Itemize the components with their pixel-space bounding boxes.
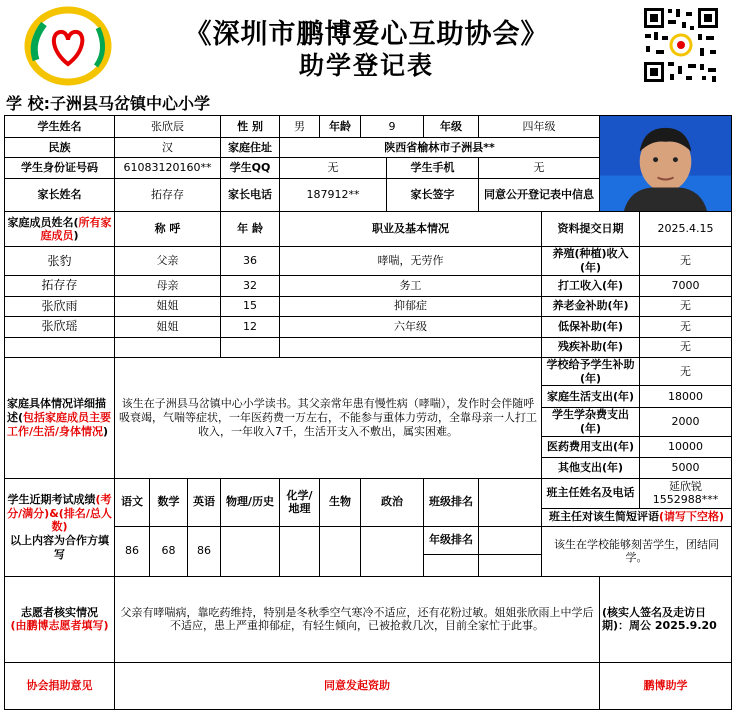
- form-subtitle: 助学登记表: [298, 51, 434, 80]
- volunteer-text: 父亲有哮喘病，靠吃药维持，特别是冬秋季空气寒冷不适应，还有花粉过敏。姐姐张欣雨上中学后不适应，患上严重抑郁症，有轻生倾向，已被抢救几次，目前全家忙于此事。: [115, 576, 600, 662]
- school-name: 学 校:子洲县马岔镇中心小学: [6, 94, 210, 113]
- id-number: 61083120160**: [115, 158, 221, 179]
- submit-date-label: 资料提交日期: [542, 212, 640, 247]
- member-relation-empty: [115, 337, 221, 357]
- score-value: 86: [188, 526, 221, 576]
- parent-phone-label: 家长电话: [221, 179, 280, 212]
- student-qq: 无: [280, 158, 387, 179]
- expense-value: 18000: [640, 386, 732, 408]
- member-relation: 姐姐: [115, 316, 221, 337]
- situation-text: 该生在子洲县马岔镇中心小学读书。其父亲常年患有慢性病（哮喘），发作时会伴随呼吸衰竭，气喘等症状，一年医药费一万左右，不能参与重体力劳动，全靠母亲一人打工收入，一年收入7千，生活开支入不敷出，属实困难。: [115, 357, 542, 478]
- job-header: 职业及基本情况: [280, 212, 542, 247]
- donation-opinion-label: 协会捐助意见: [5, 662, 115, 709]
- income-label: 残疾补助(年): [542, 337, 640, 357]
- income-label: 养老金补助(年): [542, 296, 640, 316]
- score-value: [280, 526, 320, 576]
- parent-sign-label: 家长签字: [387, 179, 479, 212]
- form-header: [0, 0, 733, 92]
- submit-date: 2025.4.15: [640, 212, 732, 247]
- member-job: 哮喘，无劳作: [280, 247, 542, 276]
- income-value: 7000: [640, 275, 732, 296]
- ethnicity-label: 民族: [5, 138, 115, 158]
- relation-header: 称 呼: [115, 212, 221, 247]
- member-age: 36: [221, 247, 280, 276]
- subject-header: 生物: [320, 478, 361, 526]
- teacher-value: 延欣锐 1552988***: [640, 478, 732, 508]
- expense-label: 学生学杂费支出(年): [542, 408, 640, 437]
- aid-registration-table: [4, 115, 732, 710]
- donation-decision: 同意发起资助: [115, 662, 600, 709]
- subject-header: 数学: [150, 478, 188, 526]
- form-title: 《深圳市鹏博爱心互助协会》: [184, 19, 549, 50]
- member-job-empty: [280, 337, 542, 357]
- expense-label: 学校给予学生补助(年): [542, 357, 640, 386]
- grade-rank-value: [479, 526, 542, 554]
- income-value: 无: [640, 316, 732, 337]
- member-job: 六年级: [280, 316, 542, 337]
- class-rank-value: [479, 478, 542, 526]
- member-age: 12: [221, 316, 280, 337]
- grade-rank-value-extra: [479, 554, 542, 576]
- consent-text: 同意公开登记表中信息: [479, 179, 600, 212]
- income-label: 低保补助(年): [542, 316, 640, 337]
- age-header: 年 龄: [221, 212, 280, 247]
- member-relation: 母亲: [115, 275, 221, 296]
- id-number-label: 学生身份证号码: [5, 158, 115, 179]
- subject-header: 物理/历史: [221, 478, 280, 526]
- member-name: 张豹: [5, 247, 115, 276]
- score-value: 86: [115, 526, 150, 576]
- family-members-label: 家庭成员姓名(所有家庭成员): [5, 212, 115, 247]
- student-photo-image: [600, 116, 731, 211]
- age: 9: [361, 116, 424, 138]
- teacher-comment-label: 班主任对该生简短评语(请写下空格): [542, 508, 732, 526]
- expense-label: 其他支出(年): [542, 457, 640, 478]
- subject-header: 英语: [188, 478, 221, 526]
- address: 陕西省榆林市子洲县**: [280, 138, 600, 158]
- score-value: [320, 526, 361, 576]
- expense-label: 医药费用支出(年): [542, 436, 640, 457]
- gender-label: 性 别: [221, 116, 280, 138]
- student-name: 张欣辰: [115, 116, 221, 138]
- parent-name-label: 家长姓名: [5, 179, 115, 212]
- parent-phone: 187912**: [280, 179, 387, 212]
- teacher-label: 班主任姓名及电话: [542, 478, 640, 508]
- student-photo: [600, 116, 732, 212]
- member-age: 15: [221, 296, 280, 316]
- income-label: 养殖(种植)收入(年): [542, 247, 640, 276]
- student-phone: 无: [479, 158, 600, 179]
- teacher-comment: 该生在学校能够刻苦学生，团结同学。: [542, 526, 732, 576]
- income-value: 无: [640, 337, 732, 357]
- parent-name: 拓存存: [115, 179, 221, 212]
- age-label: 年龄: [320, 116, 361, 138]
- income-label: 打工收入(年): [542, 275, 640, 296]
- class-rank-label: 班级排名: [424, 478, 479, 526]
- expense-value: 无: [640, 357, 732, 386]
- member-age: 32: [221, 275, 280, 296]
- income-value: 无: [640, 247, 732, 276]
- grade-rank-label: 年级排名: [424, 526, 479, 554]
- student-qq-label: 学生QQ: [221, 158, 280, 179]
- volunteer-signature: (核实人签名及走访日期)：周公 2025.9.20: [600, 576, 732, 662]
- member-name: 张欣瑶: [5, 316, 115, 337]
- score-value: [221, 526, 280, 576]
- gender: 男: [280, 116, 320, 138]
- student-phone-label: 学生手机: [387, 158, 479, 179]
- member-age-empty: [221, 337, 280, 357]
- student-name-label: 学生姓名: [5, 116, 115, 138]
- scores-label: 学生近期考试成绩(考分/满分)&(排名/总人数) 以上内容为合作方填写: [5, 478, 115, 576]
- address-label: 家庭住址: [221, 138, 280, 158]
- member-relation: 父亲: [115, 247, 221, 276]
- subject-header: 语文: [115, 478, 150, 526]
- subject-header: 政治: [361, 478, 424, 526]
- grade-rank-extra: [424, 554, 479, 576]
- ethnicity: 汉: [115, 138, 221, 158]
- member-relation: 姐姐: [115, 296, 221, 316]
- association-name: 鹏博助学: [600, 662, 732, 709]
- volunteer-label: 志愿者核实情况 (由鹏博志愿者填写): [5, 576, 115, 662]
- member-name: 拓存存: [5, 275, 115, 296]
- qr-code: [642, 6, 720, 84]
- expense-label: 家庭生活支出(年): [542, 386, 640, 408]
- situation-label: 家庭具体情况详细描述(包括家庭成员主要工作/生活/身体情况): [5, 357, 115, 478]
- income-value: 无: [640, 296, 732, 316]
- expense-value: 10000: [640, 436, 732, 457]
- grade: 四年级: [479, 116, 600, 138]
- member-job: 抑郁症: [280, 296, 542, 316]
- subject-header: 化学/地理: [280, 478, 320, 526]
- grade-label: 年级: [424, 116, 479, 138]
- score-value: [361, 526, 424, 576]
- expense-value: 5000: [640, 457, 732, 478]
- member-name-empty: [5, 337, 115, 357]
- expense-value: 2000: [640, 408, 732, 437]
- member-name: 张欣雨: [5, 296, 115, 316]
- member-job: 务工: [280, 275, 542, 296]
- score-value: 68: [150, 526, 188, 576]
